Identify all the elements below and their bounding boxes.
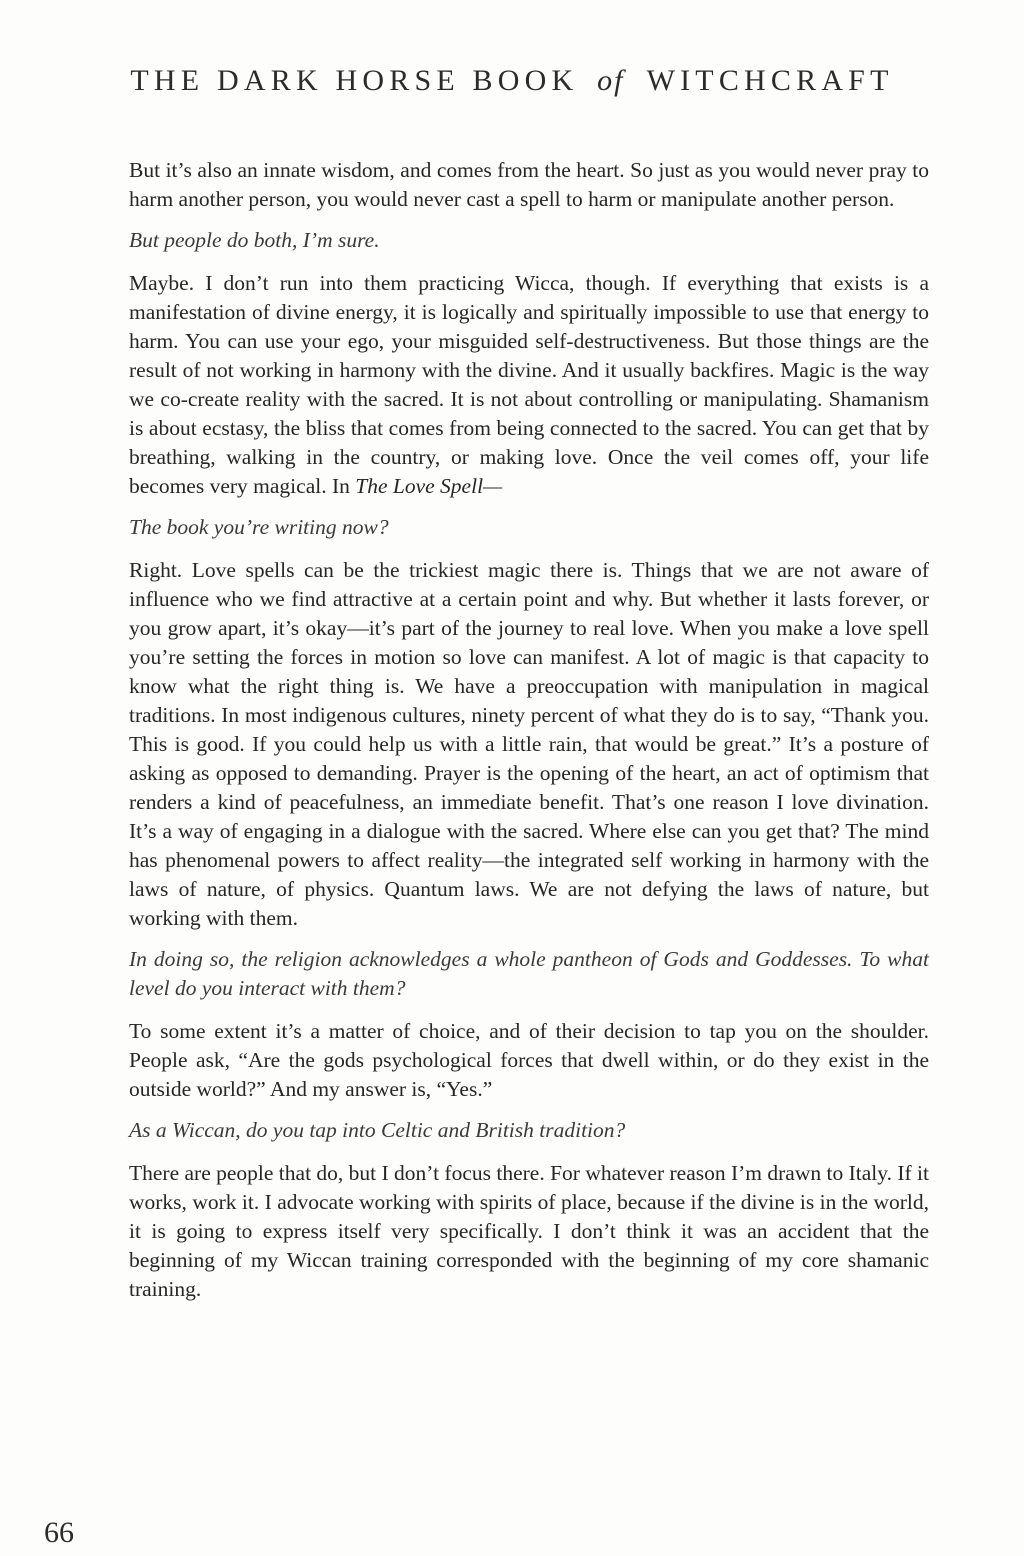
question-paragraph: As a Wiccan, do you tap into Celtic and British tradition? xyxy=(129,1118,626,1142)
running-head-connector: of xyxy=(597,64,625,97)
running-head-title-part2: WITCHCRAFT xyxy=(646,64,894,97)
answer-paragraph: To some extent it’s a matter of choice, and of their decision to tap you on the shoulder. People ask, “Are the gods psychological forces that dwell within, or do they exist in the outside world?” And my answer is, “Yes.” xyxy=(129,1019,929,1101)
answer-paragraph: But it’s also an innate wisdom, and comes from the heart. So just as you would never pray to harm another person, you would never cast a spell to harm or manipulate another person. xyxy=(129,158,929,211)
question-paragraph: In doing so, the religion acknowledges a whole pantheon of Gods and Goddesses. To what level do you interact with them? xyxy=(129,947,929,1000)
body-text xyxy=(129,156,929,1316)
answer-paragraph: Right. Love spells can be the trickiest magic there is. Things that we are not aware of influence who we find attractive at a certain point and why. But whether it lasts forever, or you grow apart, it’s okay—it’s part of the journey to real love. When you make a love spell you’re setting the forces in motion so love can manifest. A lot of magic is that capacity to know what the right thing is. We have a preoccupation with manipulation in magical traditions. In most indigenous cultures, ninety percent of what they do is to say, “Thank you. This is good. If you could help us with a little rain, that would be great.” It’s a posture of asking as opposed to demanding. Prayer is the opening of the heart, an act of optimism that renders a kind of peacefulness, an immediate benefit. That’s one reason I love divination. It’s a way of engaging in a dialogue with the sacred. Where else can you get that? The mind has phenomenal powers to affect reality—the integrated self working in harmony with the laws of nature, of physics. Quantum laws. We are not defying the laws of nature, but working with them. xyxy=(129,558,929,930)
answer-paragraph xyxy=(129,269,929,501)
question-paragraph: But people do both, I’m sure. xyxy=(129,228,380,252)
running-head xyxy=(0,64,1024,98)
running-head-title-part1: THE DARK HORSE BOOK xyxy=(130,64,579,97)
question-paragraph: The book you’re writing now? xyxy=(129,515,389,539)
answer-paragraph: There are people that do, but I don’t focus there. For whatever reason I’m drawn to Italy. If it works, work it. I advocate working with spirits of place, because if the divine is in the world, it is going to express itself very specifically. I don’t think it was an accident that the beginning of my Wiccan training corresponded with the beginning of my core shamanic training. xyxy=(129,1161,929,1301)
page-number: 66 xyxy=(44,1516,74,1549)
answer-text: Maybe. I don’t run into them practicing Wicca, though. If everything that exists is a manifestation of divine energy, it is logically and spiritually impossible to use that energy to harm. You can use your ego, your misguided self-destructiveness. But those things are the result of not working in harmony with the divine. And it usually backfires. Magic is the way we co-create reality with the sacred. It is not about controlling or manipulating. Shamanism is about ecstasy, the bliss that comes from being connected to the sacred. You can get that by breathing, walking in the country, or making love. Once the veil comes off, your life becomes very magical. In xyxy=(129,271,929,498)
book-title-emphasis: The Love Spell— xyxy=(355,474,503,498)
